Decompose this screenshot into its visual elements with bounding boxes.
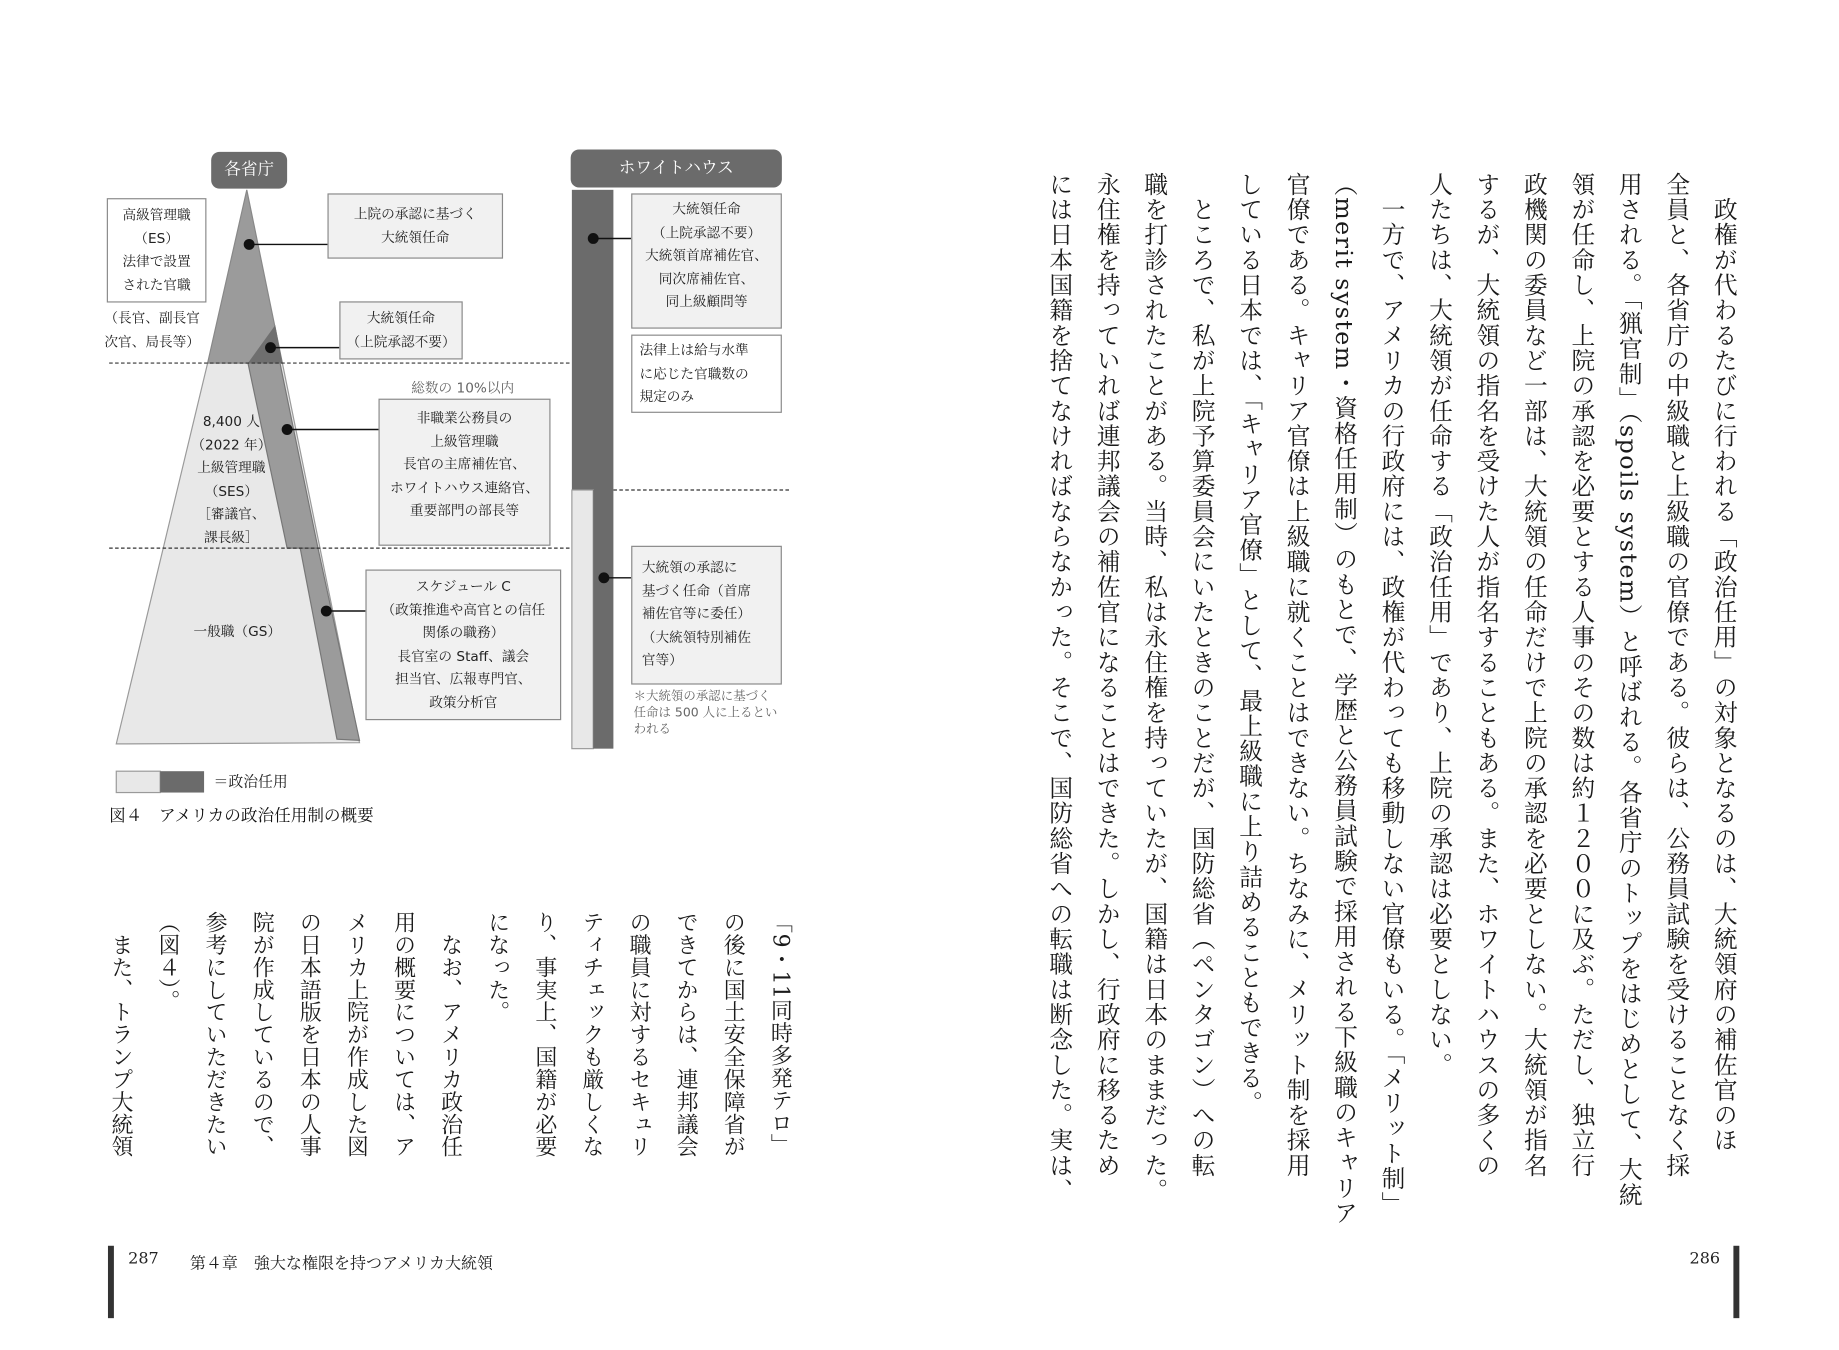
whitehouse-footnote bbox=[634, 688, 794, 738]
text-column: また、トランプ大統領 bbox=[108, 911, 134, 1158]
box-line: 非職業公務員の bbox=[416, 409, 513, 426]
text-column: ところで、私が上院予算委員会にいたときのことだが、国防総省（ペンタゴン）への転 bbox=[1187, 172, 1217, 1179]
footnote-line: ＊大統領の承認に基づく bbox=[633, 689, 771, 704]
es-line: （ES） bbox=[134, 229, 179, 247]
es-line: 高級管理職 bbox=[122, 206, 191, 224]
box-line: 重要部門の部長等 bbox=[409, 501, 520, 519]
box-line: 官等） bbox=[641, 651, 683, 668]
legend-swatch-light bbox=[116, 771, 160, 792]
connector-dot bbox=[322, 606, 331, 615]
senate-approval-box bbox=[327, 193, 503, 258]
footnote-line: われる bbox=[633, 722, 671, 737]
box-line: 基づく任命（首席 bbox=[641, 581, 752, 599]
text-column: 官僚である。キャリア官僚は上級職に就くことはできない。ちなみに、メリット制を採用 bbox=[1282, 172, 1312, 1179]
text-column: の日本語版を日本の人事 bbox=[296, 911, 322, 1158]
gs-label: 一般職（GS） bbox=[193, 622, 282, 640]
ses-line: 課長級］ bbox=[204, 528, 259, 546]
text-column: 政権が代わるたびに行われる「政治任用」の対象となるのは、大統領府の補佐官のほ bbox=[1709, 172, 1739, 1154]
text-column: 院が作成しているので、 bbox=[249, 911, 275, 1158]
legend-swatch-dark bbox=[160, 771, 204, 792]
box-line: （上院承認不要） bbox=[651, 223, 762, 241]
text-column: するが、大統領の指名を受けた人が指名することもある。また、ホワイトハウスの多くの bbox=[1472, 172, 1501, 1179]
text-column: している日本では、「キャリア官僚」として、最上級職に上り詰めることもできる。 bbox=[1235, 172, 1264, 1116]
text-column: の職員に対するセキュリ bbox=[626, 911, 652, 1158]
es-examples bbox=[104, 307, 213, 353]
whitehouse-column-light bbox=[572, 490, 593, 749]
whitehouse-delegated-box bbox=[631, 546, 782, 685]
text-column: 永住権を持っていれば連邦議会の補佐官になることはできた。しかし、行政府に移るため bbox=[1092, 172, 1122, 1179]
box-line: 大統領任命 bbox=[672, 200, 741, 218]
box-line: スケジュール C bbox=[415, 577, 511, 595]
text-column: できてからは、連邦議会 bbox=[673, 911, 699, 1158]
text-column: （merit system・資格任用制）のもとで、学歴と公務員試験で採用される下級職のキャリア bbox=[1330, 172, 1359, 1226]
text-column: になった。 bbox=[485, 911, 510, 1024]
text-column: 一方で、アメリカの行政府には、政権が代わっても移動しない官僚もいる。「メリット制」 bbox=[1377, 172, 1406, 1217]
whitehouse-appointment-box bbox=[631, 193, 782, 328]
ses-line: 上級管理職 bbox=[197, 459, 266, 476]
box-line: 大統領首席補佐官、 bbox=[645, 246, 768, 264]
connector-dot bbox=[266, 343, 275, 352]
legend-label: ＝政治任用 bbox=[213, 772, 288, 791]
text-column: の後に国土安全保障省が bbox=[720, 911, 746, 1158]
box-line: 補佐官等に委任） bbox=[641, 605, 752, 622]
whitehouse-law-box bbox=[631, 335, 782, 413]
text-column: ティチェックも厳しくな bbox=[579, 911, 605, 1158]
ses-label bbox=[178, 411, 285, 550]
box-line: （政策推進や高官との信任 bbox=[381, 600, 546, 618]
box-line: 上級管理職 bbox=[430, 432, 499, 450]
ses-line: 8,400 人 bbox=[202, 412, 260, 430]
es-example-line: （長官、副長官 bbox=[104, 309, 200, 327]
box-line: 上院の承認に基づく bbox=[353, 205, 477, 222]
text-column: 「9・11同時多発テロ」 bbox=[767, 911, 793, 1157]
es-line: 法律で設置 bbox=[122, 252, 191, 270]
text-column: 参考にしていただきたい bbox=[202, 911, 228, 1158]
text-column: 政機関の委員など一部は、大統領の任命だけで上院の承認を必要としない。大統領が指名 bbox=[1519, 172, 1549, 1179]
right-page-marker-bar bbox=[1733, 1246, 1739, 1318]
box-line: 担当官、広報専門官、 bbox=[395, 670, 532, 687]
connector-dot bbox=[588, 234, 597, 243]
es-line: された官職 bbox=[122, 275, 191, 293]
box-line: 法律上は給与水準 bbox=[639, 341, 749, 359]
ses-line: （2022 年） bbox=[191, 436, 272, 453]
box-line: 規定のみ bbox=[639, 387, 695, 405]
president-appointment-box bbox=[339, 301, 462, 359]
text-column: 領が任命し、上院の承認を必要とする人事のその数は約１２００に及ぶ。ただし、独立行 bbox=[1567, 172, 1596, 1179]
ses-quota-note: 総数の 10%以内 bbox=[411, 379, 515, 397]
es-example-line: 次官、局長等） bbox=[104, 332, 200, 350]
ses-line: ［審議官、 bbox=[197, 505, 266, 523]
box-line: 大統領の承認に bbox=[641, 558, 738, 576]
text-column: メリカ上院が作成した図 bbox=[343, 911, 369, 1158]
box-line: 政策分析官 bbox=[429, 693, 498, 711]
text-column: 用の概要については、ア bbox=[390, 911, 416, 1158]
left-page-number: 287 bbox=[128, 1249, 159, 1269]
text-column: （図４）。 bbox=[155, 911, 181, 1013]
box-line: 長官室の Staff、議会 bbox=[397, 647, 530, 664]
es-box bbox=[107, 198, 207, 302]
text-column: 全員と、各省庁の中級職と上級職の官僚である。彼らは、公務員試験を受けることなく採 bbox=[1662, 172, 1691, 1179]
box-line: ホワイトハウス連絡官、 bbox=[389, 478, 540, 496]
connector-dot bbox=[244, 240, 253, 249]
box-line: 大統領任命 bbox=[366, 309, 436, 327]
right-page-number: 286 bbox=[1689, 1249, 1721, 1269]
text-column: には日本国籍を捨てなければならなかった。そこで、国防総省への転職は断念した。実は、 bbox=[1045, 172, 1074, 1204]
schedule-c-box bbox=[365, 569, 561, 720]
text-column: なお、アメリカ政治任 bbox=[437, 911, 463, 1158]
connector-dot bbox=[599, 573, 608, 582]
footnote-line: 任命は 500 人に上るとい bbox=[633, 705, 778, 721]
noncareer-executive-box bbox=[378, 399, 550, 546]
box-line: に応じた官職数の bbox=[639, 364, 749, 382]
box-line: 大統領任命 bbox=[381, 228, 450, 246]
box-line: （大統領特別補佐 bbox=[641, 628, 752, 645]
whitehouse-header: ホワイトハウス bbox=[571, 149, 782, 187]
whitehouse-column-dark bbox=[593, 490, 613, 749]
text-column: り、事実上、国籍が必要 bbox=[532, 911, 558, 1158]
box-line: （上院承認不要） bbox=[346, 332, 456, 350]
box-line: 長官の主席補佐官、 bbox=[403, 455, 526, 473]
box-line: 同次席補佐官、 bbox=[658, 269, 755, 287]
text-column: 人たちは、大統領が任命する「政治任用」であり、上院の承認は必要としない。 bbox=[1424, 172, 1454, 1078]
left-page-marker-bar bbox=[108, 1246, 114, 1318]
box-line: 同上級顧問等 bbox=[665, 293, 748, 310]
text-column: 職を打診されたことがある。当時、私は永住権を持っていたが、国籍は日本のままだった。 bbox=[1140, 172, 1169, 1204]
ministries-header: 各省庁 bbox=[211, 152, 287, 189]
box-line: 関係の職務） bbox=[422, 624, 505, 641]
text-column: 用される。「猟官制」（spoils system）と呼ばれる。各省庁のトップをはじめとして、大統 bbox=[1614, 172, 1644, 1208]
running-head: 第４章 強大な権限を持つアメリカ大統領 bbox=[189, 1254, 494, 1274]
ses-line: （SES） bbox=[204, 482, 258, 499]
figure-caption: 図４ アメリカの政治任用制の概要 bbox=[109, 806, 374, 826]
